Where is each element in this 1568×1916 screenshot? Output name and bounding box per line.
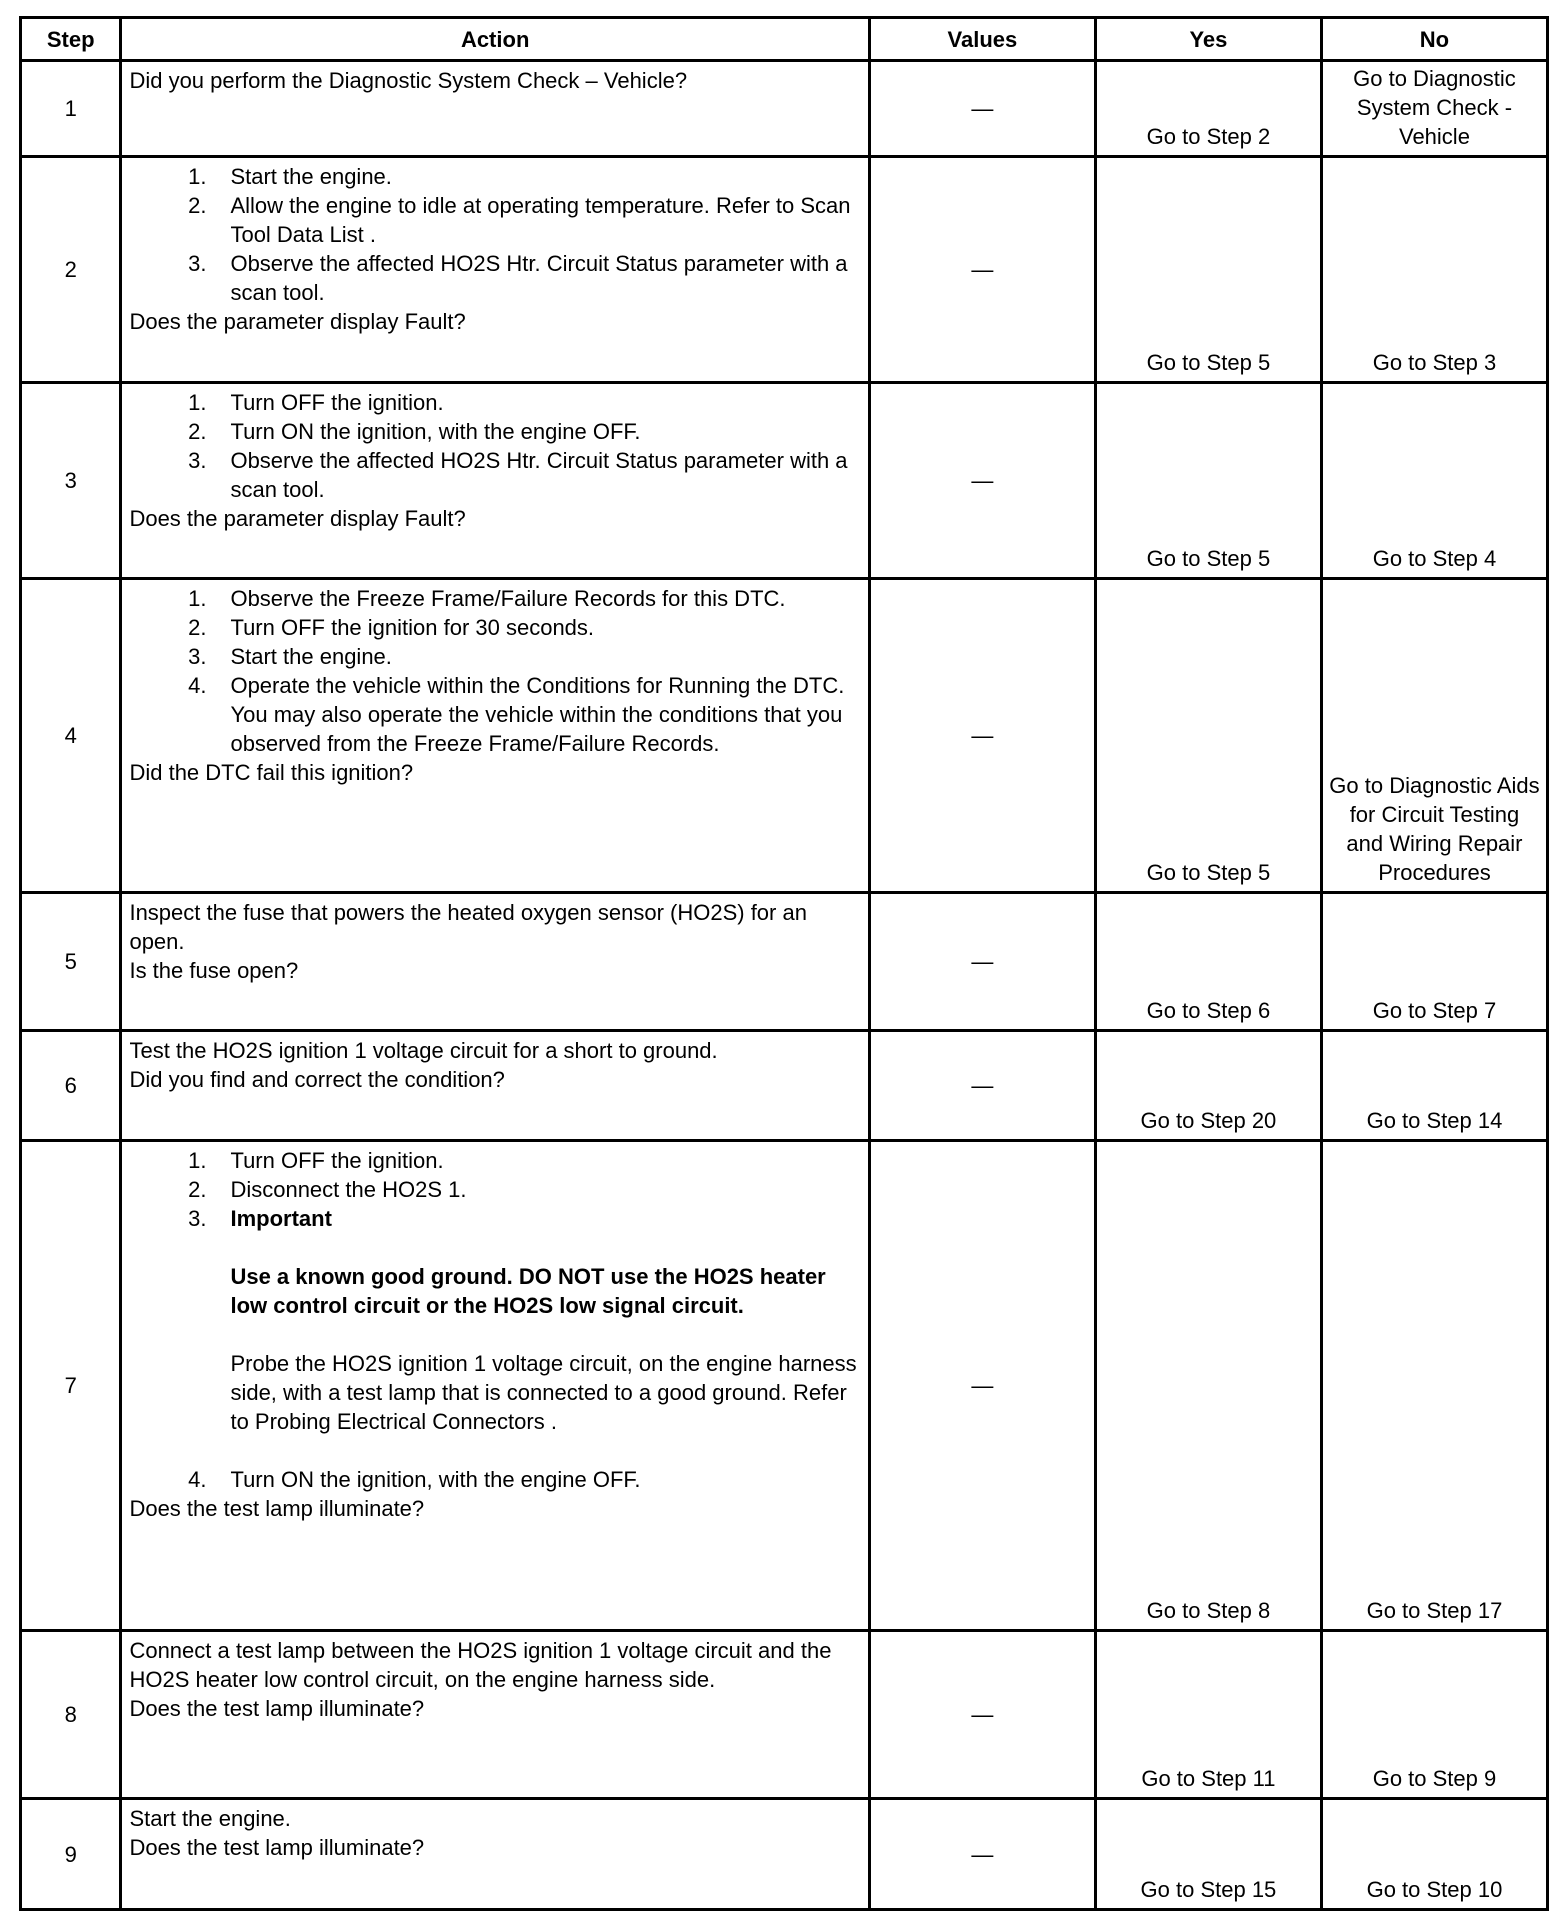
table-row <box>21 157 1548 383</box>
action-cell <box>121 61 869 157</box>
step-number: 3 <box>21 383 121 579</box>
item-number: 1. <box>188 390 207 415</box>
list-item <box>129 1146 859 1175</box>
no-cell: Go to Step 10 <box>1321 1799 1547 1910</box>
action-intro: Connect a test lamp between the HO2S ignition 1 voltage circuit and the HO2S heater low control circuit, on the engine harness side. <box>129 1638 832 1692</box>
action-question: Did the DTC fail this ignition? <box>129 760 414 785</box>
list-item <box>129 388 859 417</box>
action-steps <box>129 162 859 307</box>
values-cell: — <box>869 1799 1095 1910</box>
item-number: 1. <box>188 586 207 611</box>
action-cell <box>121 1031 869 1141</box>
step-number: 2 <box>21 157 121 383</box>
values-cell: — <box>869 1631 1095 1799</box>
list-item <box>129 642 859 671</box>
item-number: 4. <box>188 673 207 698</box>
item-text: Observe the affected HO2S Htr. Circuit Status parameter with a scan tool. <box>230 251 848 305</box>
header-values: Values <box>869 18 1095 61</box>
item-number: 1. <box>188 1148 207 1173</box>
yes-cell: Go to Step 15 <box>1095 1799 1321 1910</box>
table-row <box>21 61 1548 157</box>
item-number: 2. <box>188 193 207 218</box>
yes-cell: Go to Step 6 <box>1095 893 1321 1031</box>
no-cell: Go to Step 17 <box>1321 1141 1547 1631</box>
step-number: 1 <box>21 61 121 157</box>
step-number: 7 <box>21 1141 121 1631</box>
list-item <box>129 191 859 249</box>
action-intro: Inspect the fuse that powers the heated oxygen sensor (HO2S) for an open. <box>129 900 807 954</box>
action-cell <box>121 1141 869 1631</box>
diagnostic-table <box>19 16 1549 1911</box>
item-text: Turn OFF the ignition. <box>230 1148 444 1173</box>
step-number: 5 <box>21 893 121 1031</box>
step-number: 9 <box>21 1799 121 1910</box>
item-text: Turn OFF the ignition. <box>230 390 444 415</box>
values-cell: — <box>869 61 1095 157</box>
list-item <box>129 613 859 642</box>
step-number: 8 <box>21 1631 121 1799</box>
item-number: 3. <box>188 448 207 473</box>
yes-cell: Go to Step 2 <box>1095 61 1321 157</box>
important-note: Use a known good ground. DO NOT use the HO2S heater low control circuit or the HO2S low signal circuit. <box>230 1264 826 1318</box>
action-cell <box>121 383 869 579</box>
header-step: Step <box>21 18 121 61</box>
item-text: Turn OFF the ignition for 30 seconds. <box>230 615 595 640</box>
action-cell <box>121 1631 869 1799</box>
item-number: 4. <box>188 1467 207 1492</box>
list-item <box>129 417 859 446</box>
table-row <box>21 1631 1548 1799</box>
item-text: Allow the engine to idle at operating temperature. Refer to Scan Tool Data List . <box>230 193 851 247</box>
table-row <box>21 1031 1548 1141</box>
item-number: 3. <box>188 644 207 669</box>
item-text: Start the engine. <box>230 644 392 669</box>
no-cell: Go to Diagnostic System Check - Vehicle <box>1321 61 1547 157</box>
no-cell: Go to Step 4 <box>1321 383 1547 579</box>
action-question: Does the test lamp illuminate? <box>129 1696 425 1721</box>
table-row <box>21 579 1548 893</box>
no-cell: Go to Diagnostic Aids for Circuit Testing and Wiring Repair Procedures <box>1321 579 1547 893</box>
item-text: Operate the vehicle within the Conditions for Running the DTC. You may also operate the vehicle within the conditions that you observed from the Freeze Frame/Failure Records. <box>230 673 845 756</box>
step-number: 4 <box>21 579 121 893</box>
item-number: 3. <box>188 251 207 276</box>
action-cell <box>121 1799 869 1910</box>
list-item <box>129 1204 859 1465</box>
item-number: 1. <box>188 164 207 189</box>
table-row <box>21 383 1548 579</box>
step-number: 6 <box>21 1031 121 1141</box>
no-cell: Go to Step 14 <box>1321 1031 1547 1141</box>
action-cell <box>121 893 869 1031</box>
header-no: No <box>1321 18 1547 61</box>
yes-cell: Go to Step 5 <box>1095 383 1321 579</box>
action-intro: Start the engine. <box>129 1806 291 1831</box>
list-item <box>129 249 859 307</box>
list-item <box>129 584 859 613</box>
values-cell: — <box>869 1141 1095 1631</box>
action-question: Is the fuse open? <box>129 958 299 983</box>
item-text: Disconnect the HO2S 1. <box>230 1177 467 1202</box>
list-item <box>129 671 859 758</box>
table-row <box>21 893 1548 1031</box>
action-steps <box>129 388 859 504</box>
item-number: 2. <box>188 615 207 640</box>
item-text: Observe the Freeze Frame/Failure Records for this DTC. <box>230 586 786 611</box>
action-steps <box>129 584 859 758</box>
action-question: Does the test lamp illuminate? <box>129 1835 425 1860</box>
item-text: Turn ON the ignition, with the engine OFF. <box>230 419 641 444</box>
yes-cell: Go to Step 8 <box>1095 1141 1321 1631</box>
list-item <box>129 162 859 191</box>
action-cell <box>121 579 869 893</box>
action-question: Does the parameter display Fault? <box>129 506 466 531</box>
action-intro: Did you perform the Diagnostic System Check – Vehicle? <box>129 68 688 93</box>
list-item <box>129 1465 859 1494</box>
list-item <box>129 446 859 504</box>
item-text: Start the engine. <box>230 164 392 189</box>
yes-cell: Go to Step 5 <box>1095 579 1321 893</box>
action-steps <box>129 1146 859 1494</box>
action-question: Does the parameter display Fault? <box>129 309 466 334</box>
values-cell: — <box>869 157 1095 383</box>
item-number: 2. <box>188 419 207 444</box>
no-cell: Go to Step 3 <box>1321 157 1547 383</box>
values-cell: — <box>869 383 1095 579</box>
values-cell: — <box>869 893 1095 1031</box>
action-question: Did you find and correct the condition? <box>129 1067 505 1092</box>
table-row <box>21 1141 1548 1631</box>
action-question: Does the test lamp illuminate? <box>129 1496 425 1521</box>
probe-instruction: Probe the HO2S ignition 1 voltage circuit, on the engine harness side, with a test lamp that is connected to a good ground. Refer to Probing Electrical Connectors . <box>230 1351 857 1434</box>
values-cell: — <box>869 1031 1095 1141</box>
header-yes: Yes <box>1095 18 1321 61</box>
action-intro: Test the HO2S ignition 1 voltage circuit for a short to ground. <box>129 1038 718 1063</box>
no-cell: Go to Step 9 <box>1321 1631 1547 1799</box>
values-cell: — <box>869 579 1095 893</box>
yes-cell: Go to Step 5 <box>1095 157 1321 383</box>
item-text: Observe the affected HO2S Htr. Circuit Status parameter with a scan tool. <box>230 448 848 502</box>
yes-cell: Go to Step 11 <box>1095 1631 1321 1799</box>
item-number: 2. <box>188 1177 207 1202</box>
item-number: 3. <box>188 1206 207 1231</box>
important-heading: Important <box>230 1206 332 1231</box>
item-text: Turn ON the ignition, with the engine OFF. <box>230 1467 641 1492</box>
header-action: Action <box>121 18 869 61</box>
action-cell <box>121 157 869 383</box>
list-item <box>129 1175 859 1204</box>
header-row <box>21 18 1548 61</box>
table-row <box>21 1799 1548 1910</box>
no-cell: Go to Step 7 <box>1321 893 1547 1031</box>
yes-cell: Go to Step 20 <box>1095 1031 1321 1141</box>
